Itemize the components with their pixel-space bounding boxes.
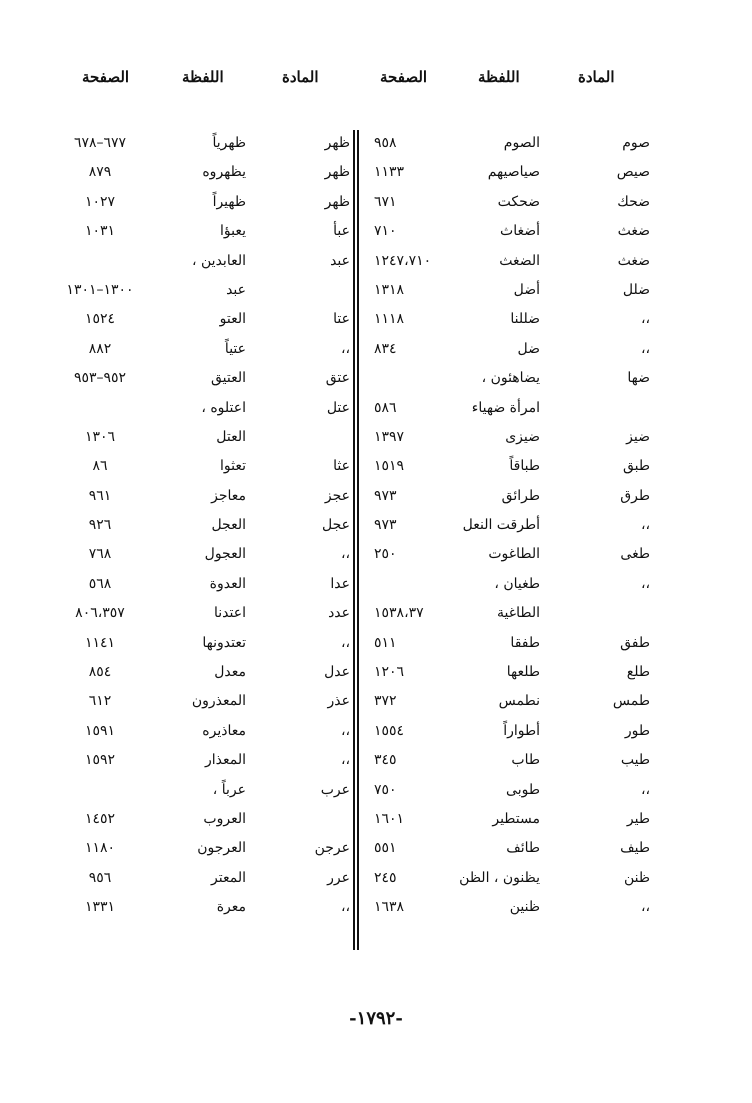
entry-page: ٩٧٣: [374, 517, 397, 534]
entry-root: عذر: [327, 693, 350, 710]
table-row: [360, 341, 650, 370]
entry-page: ٨٦: [92, 458, 108, 475]
entry-word: يظنون ، الظن: [459, 869, 540, 886]
entry-page: ٦١٢: [88, 693, 112, 710]
table-row: [40, 488, 350, 517]
table-row: [40, 164, 350, 193]
table-row: [360, 253, 650, 282]
entry-page: ٨٨٢: [88, 340, 112, 357]
entry-word: ضحكت: [497, 193, 540, 210]
entry-page: ١٦٣٨: [374, 899, 405, 916]
entry-root: ضلل: [622, 281, 650, 298]
table-row: [40, 135, 350, 164]
header-right-page: الصفحة: [380, 68, 428, 86]
entry-root: عتل: [326, 399, 350, 416]
table-row: [40, 576, 350, 605]
table-row: [40, 870, 350, 899]
entry-word: العجول: [204, 546, 246, 563]
entry-page: ٩٥٢–٩٥٣: [73, 370, 127, 387]
entry-page: ٧١٠: [374, 223, 397, 240]
entry-word: اعتدنا: [214, 605, 246, 622]
entry-word: مستطير: [492, 810, 540, 827]
entry-root: عتق: [325, 370, 350, 387]
entry-word: اعتلوه ،: [201, 399, 246, 416]
entry-word: العتو: [219, 311, 246, 328]
entry-word: ظنين: [509, 899, 540, 916]
page-number: -١٧٩٢-: [349, 1008, 403, 1029]
entry-page: ١٣٩٧: [374, 428, 405, 445]
table-row: [360, 693, 650, 722]
table-row: [360, 546, 650, 575]
entry-word: العابدين ،: [192, 252, 246, 269]
table-row: [360, 458, 650, 487]
entry-page: ١٥١٩: [374, 458, 405, 475]
entry-root: عدل: [324, 664, 350, 681]
table-row: [40, 253, 350, 282]
entry-root: ظنن: [623, 869, 650, 886]
entry-root: طبق: [622, 458, 650, 475]
entry-word: ضيزى: [505, 428, 540, 445]
entry-root: طغى: [620, 546, 650, 563]
entry-word: الضغث: [499, 252, 540, 269]
entry-page: ١٥٩٢: [84, 752, 116, 769]
entry-page: ٨٥٤: [88, 664, 112, 681]
table-row: [360, 870, 650, 899]
entry-word: أطرقت النعل: [462, 517, 540, 534]
entry-word: تعتدونها: [202, 634, 246, 651]
entry-word: معرة: [216, 899, 246, 916]
entry-page: ٥٦٨: [88, 575, 112, 592]
table-row: [360, 899, 650, 928]
entry-root: ،،: [640, 311, 650, 328]
entry-word: العتل: [216, 428, 246, 445]
entry-root: طلع: [626, 664, 650, 681]
table-row: [40, 341, 350, 370]
entry-page: ٩٧٣: [374, 487, 397, 504]
entry-root: طير: [626, 810, 650, 827]
entry-root: عرجن: [314, 840, 350, 857]
table-row: [360, 723, 650, 752]
entry-root: عتا: [333, 311, 350, 328]
entry-word: العتيق: [210, 370, 246, 387]
entry-page: ١٦٠١: [374, 810, 405, 827]
entry-root: عجز: [324, 487, 350, 504]
entry-word: معدل: [214, 664, 246, 681]
entry-word: يعبؤا: [220, 223, 246, 240]
entry-word: المعذرون: [191, 693, 246, 710]
entry-page: ٩٢٦: [88, 517, 112, 534]
table-row: [40, 605, 350, 634]
table-row: [360, 840, 650, 869]
entry-page: ٦٧١: [374, 193, 397, 210]
entry-root: ظهر: [324, 135, 350, 151]
entry-root: عبأ: [333, 223, 350, 240]
table-row: [40, 840, 350, 869]
entry-root: طيب: [620, 752, 650, 769]
entry-page: ٧٥٠: [374, 781, 397, 798]
entry-word: طرائق: [501, 487, 540, 504]
entry-word: العدوة: [209, 575, 246, 592]
entry-word: معاذيره: [202, 722, 246, 739]
table-row: [360, 282, 650, 311]
entry-root: صوم: [622, 135, 650, 151]
entry-root: ضغث: [617, 252, 650, 269]
entry-root: طور: [624, 722, 650, 739]
entry-page: ١٣٠٦: [84, 428, 116, 445]
entry-page: ١٠٢٧: [84, 193, 116, 210]
entry-word: طفقا: [510, 634, 540, 651]
entry-root: عرب: [320, 781, 350, 798]
table-row: [40, 311, 350, 340]
table-row: [360, 635, 650, 664]
table-row: [360, 782, 650, 811]
entry-page: ٩٦١: [88, 487, 112, 504]
entry-page: ٦٧٧–٦٧٨: [73, 135, 127, 151]
table-row: [360, 400, 650, 429]
entry-root: ظهر: [324, 193, 350, 210]
entry-word: نطمس: [498, 693, 540, 710]
entry-page: ١١٣٣: [374, 164, 405, 181]
entry-page: ١٣١٨: [374, 281, 405, 298]
entry-page: ٢٥٠: [374, 546, 397, 563]
table-row: [40, 635, 350, 664]
header-left-root: المادة: [282, 68, 319, 86]
entry-word: عرباً ،: [212, 781, 246, 798]
entry-word: عتياً: [224, 340, 246, 357]
entry-word: طاب: [511, 752, 540, 769]
entry-root: عدد: [328, 605, 350, 622]
table-row: [40, 693, 350, 722]
entry-page: ٨٧٩: [88, 164, 112, 181]
entry-word: معاجز: [211, 487, 246, 504]
table-row: [360, 429, 650, 458]
table-row: [360, 194, 650, 223]
entry-root: طيف: [620, 840, 650, 857]
table-row: [40, 899, 350, 928]
entry-word: يظهروه: [202, 164, 246, 181]
entry-root: عرر: [327, 869, 350, 886]
table-row: [360, 488, 650, 517]
entry-word: طوبى: [506, 781, 540, 798]
entry-page: ١٥٢٤: [84, 311, 116, 328]
entry-page: ٥١١: [374, 634, 397, 651]
entry-page: ٢٤٥: [374, 869, 397, 886]
entry-root: طفق: [620, 634, 650, 651]
entry-page: ٨٣٤: [374, 340, 397, 357]
entry-page: ٩٥٦: [88, 869, 112, 886]
table-row: [360, 664, 650, 693]
table-row: [360, 311, 650, 340]
table-row: [360, 752, 650, 781]
entry-word: ظهرياً: [212, 135, 246, 151]
entry-page: ٨٠٦،٣٥٧: [75, 605, 125, 622]
entry-root: ،،: [640, 781, 650, 798]
entry-page: ٣٤٥: [374, 752, 397, 769]
table-row: [360, 811, 650, 840]
table-row: [40, 400, 350, 429]
entry-word: العروب: [203, 810, 246, 827]
table-row: [40, 223, 350, 252]
entry-word: طائف: [506, 840, 540, 857]
entry-root: طرق: [620, 487, 650, 504]
table-row: [40, 546, 350, 575]
entry-root: عبد: [330, 252, 350, 269]
entry-word: ضل: [517, 340, 540, 357]
table-row: [360, 223, 650, 252]
table-row: [40, 458, 350, 487]
entry-page: ١١٨٠: [84, 840, 116, 857]
entry-word: المعذار: [204, 752, 246, 769]
entry-word: امرأة ضهياء: [471, 399, 540, 416]
entry-word: ضللنا: [510, 311, 540, 328]
entry-root: طمس: [612, 693, 650, 710]
entry-root: ،،: [640, 517, 650, 534]
entry-root: عجل: [322, 517, 350, 534]
table-row: [360, 517, 650, 546]
entry-page: ١٠٣١: [84, 223, 116, 240]
entry-page: ٩٥٨: [374, 135, 397, 151]
entry-word: طلعها: [506, 664, 540, 681]
entry-root: عدا: [330, 575, 350, 592]
table-row: [40, 370, 350, 399]
entry-root: ،،: [340, 340, 350, 357]
entry-word: صياصيهم: [487, 164, 540, 181]
table-row: [40, 782, 350, 811]
entry-word: أضغاث: [500, 223, 540, 240]
table-row: [360, 605, 650, 634]
table-row: [40, 752, 350, 781]
entry-word: الصوم: [503, 135, 540, 151]
table-row: [360, 164, 650, 193]
entry-word: ظهيراً: [212, 193, 246, 210]
entry-root: ،،: [640, 575, 650, 592]
table-row: [40, 723, 350, 752]
entry-root: ظهر: [324, 164, 350, 181]
column-divider: [353, 130, 359, 950]
entry-page: ٥٥١: [374, 840, 397, 857]
header-right-word: اللفظة: [478, 68, 520, 86]
entry-page: ١٥٣٨،٣٧: [374, 605, 424, 622]
entry-word: الطاغية: [497, 605, 540, 622]
entry-word: المعتر: [211, 869, 246, 886]
entry-root: صيص: [616, 164, 650, 181]
entry-word: عبد: [226, 281, 246, 298]
table-row: [40, 517, 350, 546]
entry-root: ،،: [640, 899, 650, 916]
entry-root: ،،: [340, 899, 350, 916]
entry-root: ،،: [340, 752, 350, 769]
entry-page: ١٣٠٠–١٣٠١: [66, 281, 134, 298]
entry-word: أضل: [513, 281, 540, 298]
table-row: [360, 576, 650, 605]
entry-word: يضاهئون ،: [481, 370, 540, 387]
entry-root: ،،: [340, 546, 350, 563]
header-right-root: المادة: [578, 68, 615, 86]
header-left-word: اللفظة: [182, 68, 224, 86]
table-row: [40, 811, 350, 840]
entry-word: طغيان ،: [494, 575, 540, 592]
entry-root: ،،: [640, 340, 650, 357]
header-left-page: الصفحة: [82, 68, 130, 86]
entry-root: ضيز: [626, 428, 650, 445]
entry-root: ضحك: [617, 193, 650, 210]
left-index-column: [40, 135, 350, 929]
entry-page: ١١١٨: [374, 311, 405, 328]
table-row: [40, 282, 350, 311]
table-row: [360, 135, 650, 164]
entry-page: ١١٤١: [84, 634, 116, 651]
entry-root: ،،: [340, 722, 350, 739]
entry-root: ضغث: [617, 223, 650, 240]
right-index-column: [360, 135, 650, 929]
entry-word: الطاغوت: [488, 546, 540, 563]
entry-root: ضها: [627, 370, 650, 387]
entry-word: العجل: [211, 517, 246, 534]
table-row: [360, 370, 650, 399]
entry-page: ١٤٥٢: [84, 810, 116, 827]
entry-word: تعثوا: [220, 458, 246, 475]
entry-root: عثا: [333, 458, 350, 475]
entry-page: ٣٧٢: [374, 693, 397, 710]
table-row: [40, 194, 350, 223]
entry-page: ١٣٣١: [84, 899, 116, 916]
entry-page: ٧٦٨: [88, 546, 112, 563]
table-row: [40, 429, 350, 458]
entry-word: طباقاً: [509, 458, 540, 475]
entry-word: العرجون: [197, 840, 246, 857]
entry-page: ١٢٤٧،٧١٠: [374, 252, 432, 269]
entry-page: ١٥٩١: [84, 722, 116, 739]
table-row: [40, 664, 350, 693]
entry-word: أطواراً: [503, 722, 540, 739]
entry-page: ١٥٥٤: [374, 722, 405, 739]
entry-root: ،،: [340, 634, 350, 651]
entry-page: ٥٨٦: [374, 399, 397, 416]
entry-page: ١٢٠٦: [374, 664, 405, 681]
